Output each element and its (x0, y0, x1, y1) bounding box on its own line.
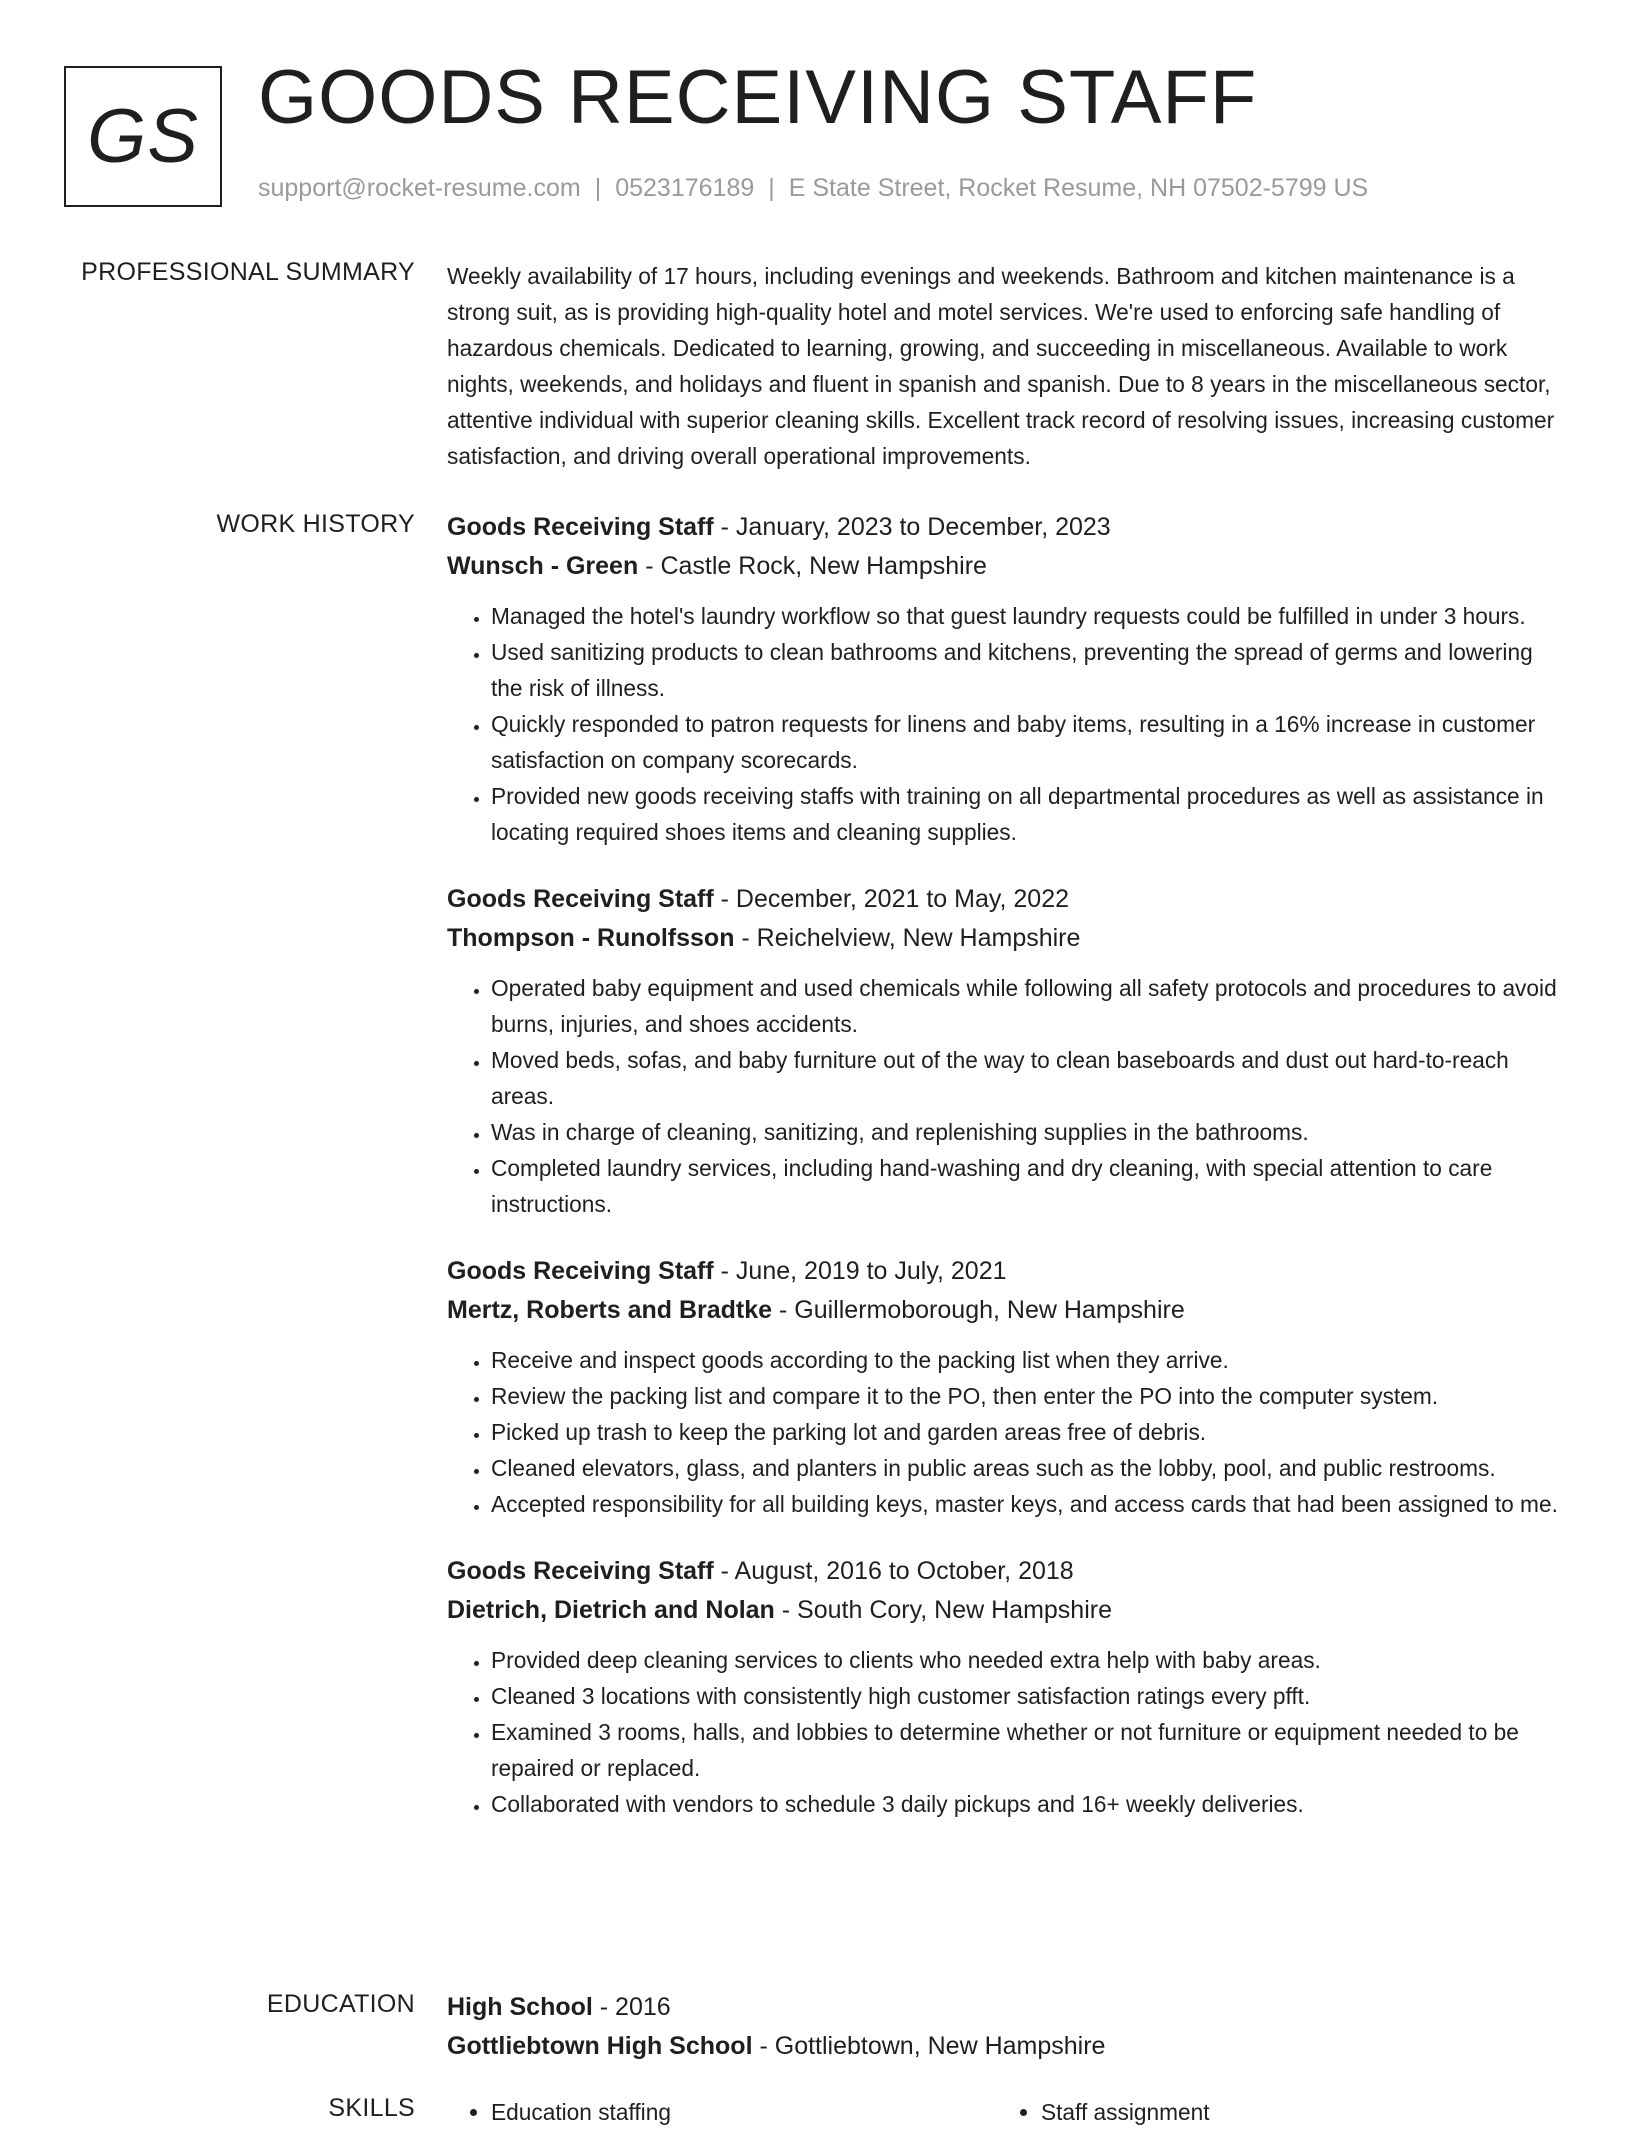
skills-columns (447, 2094, 1567, 2130)
job-title-line (447, 508, 1567, 547)
job-dates: - June, 2019 to July, 2021 (713, 1257, 1007, 1285)
job-bullets (447, 1342, 1567, 1522)
job-entry (447, 880, 1567, 1222)
job-company-line (447, 1291, 1567, 1330)
education-heading: EDUCATION (266, 1990, 415, 2018)
job-title: Goods Receiving Staff (447, 513, 714, 541)
contact-phone[interactable]: 0523176189 (615, 174, 755, 202)
job-title: Goods Receiving Staff (447, 1257, 714, 1285)
work-history-heading: WORK HISTORY (216, 510, 415, 538)
job-company: Wunsch - Green (447, 552, 639, 580)
contact-separator: | (768, 174, 775, 202)
job-entry (447, 508, 1567, 850)
monogram-box (64, 66, 222, 207)
skills-column-left (447, 2094, 997, 2130)
job-title: Goods Receiving Staff (447, 1557, 714, 1585)
job-bullet: • Cleaned 3 locations with consistently high customer satisfaction ratings every pfft. (491, 1678, 1567, 1714)
job-bullet: • Completed laundry services, including hand-washing and dry cleaning, with special attention to care instructions. (491, 1150, 1567, 1222)
contact-email[interactable]: support@rocket-resume.com (258, 174, 581, 202)
job-company-line (447, 547, 1567, 586)
contact-separator: | (594, 174, 602, 202)
education-school-line (447, 2027, 1567, 2066)
summary-body (447, 258, 1567, 474)
job-company-line (447, 1591, 1567, 1630)
resume-title: GOODS RECEIVING STAFF (258, 55, 1258, 140)
job-bullet: • Provided new goods receiving staffs with training on all departmental procedures as well as assistance in locating required shoes items and cleaning supplies. (491, 778, 1567, 850)
job-title-line (447, 1552, 1567, 1591)
education-degree-line (447, 1988, 1567, 2027)
job-bullet: • Operated baby equipment and used chemicals while following all safety protocols and procedures to avoid burns, injuries, and shoes accidents. (491, 970, 1567, 1042)
education-school: Gottliebtown High School (447, 2032, 753, 2060)
job-company: Dietrich, Dietrich and Nolan (447, 1596, 775, 1624)
work-history-body (447, 508, 1567, 1852)
job-bullet: • Examined 3 rooms, halls, and lobbies to determine whether or not furniture or equipment needed to be repaired or replaced. (491, 1714, 1567, 1786)
skill-item: • Education staffing (491, 2094, 997, 2130)
job-company: Thompson - Runolfsson (447, 924, 735, 952)
job-dates: - December, 2021 to May, 2022 (713, 885, 1070, 913)
job-bullet: • Moved beds, sofas, and baby furniture out of the way to clean baseboards and dust out hard-to-reach areas. (491, 1042, 1567, 1114)
education-year: - 2016 (592, 1993, 671, 2021)
job-entry (447, 1552, 1567, 1822)
job-bullet: • Used sanitizing products to clean bathrooms and kitchens, preventing the spread of germs and lowering the risk of illness. (491, 634, 1567, 706)
education-location: - Gottliebtown, New Hampshire (752, 2032, 1106, 2060)
job-bullets (447, 970, 1567, 1222)
contact-line (258, 174, 1368, 203)
job-bullets (447, 598, 1567, 850)
job-bullet: • Managed the hotel's laundry workflow so that guest laundry requests could be fulfilled in under 3 hours. (491, 598, 1567, 634)
job-title-line (447, 880, 1567, 919)
skills-column-right (997, 2094, 1547, 2130)
job-bullet: • Collaborated with vendors to schedule 3 daily pickups and 16+ weekly deliveries. (491, 1786, 1567, 1822)
summary-text: Weekly availability of 17 hours, including evenings and weekends. Bathroom and kitchen maintenance is a strong suit, as is providing high-quality hotel and motel services. We're used to enforcing safe handling of hazardous chemicals. Dedicated to learning, growing, and succeeding in miscellaneous. Available to work nights, weekends, and holidays and fluent in spanish and spanish. Due to 8 years in the miscellaneous sector, attentive individual with superior cleaning skills. Excellent track record of resolving issues, increasing customer satisfaction, and driving overall operational improvements. (447, 263, 1555, 469)
education-body (447, 1988, 1567, 2066)
skills-list (997, 2094, 1547, 2130)
job-location: - Guillermoborough, New Hampshire (772, 1296, 1185, 1324)
job-bullet: • Quickly responded to patron requests for linens and baby items, resulting in a 16% increase in customer satisfaction on company scorecards. (491, 706, 1567, 778)
job-bullet: • Cleaned elevators, glass, and planters in public areas such as the lobby, pool, and public restrooms. (491, 1450, 1567, 1486)
job-bullet: • Picked up trash to keep the parking lot and garden areas free of debris. (491, 1414, 1567, 1450)
summary-heading: PROFESSIONAL SUMMARY (81, 258, 415, 286)
skills-heading: SKILLS (328, 2094, 415, 2122)
job-company: Mertz, Roberts and Bradtke (447, 1296, 773, 1324)
job-bullet: • Receive and inspect goods according to the packing list when they arrive. (491, 1342, 1567, 1378)
job-bullets (447, 1642, 1567, 1822)
job-location: - Castle Rock, New Hampshire (638, 552, 987, 580)
job-location: - Reichelview, New Hampshire (734, 924, 1081, 952)
job-bullet: • Accepted responsibility for all building keys, master keys, and access cards that had been assigned to me. (491, 1486, 1567, 1522)
job-bullet: • Provided deep cleaning services to clients who needed extra help with baby areas. (491, 1642, 1567, 1678)
job-location: - South Cory, New Hampshire (774, 1596, 1112, 1624)
job-entry (447, 1252, 1567, 1522)
job-bullet: • Was in charge of cleaning, sanitizing, and replenishing supplies in the bathrooms. (491, 1114, 1567, 1150)
monogram-initials: GS (87, 94, 199, 179)
job-bullet: • Review the packing list and compare it to the PO, then enter the PO into the computer system. (491, 1378, 1567, 1414)
education-degree: High School (447, 1993, 593, 2021)
skill-item: • Staff assignment (1041, 2094, 1547, 2130)
job-dates: - August, 2016 to October, 2018 (713, 1557, 1074, 1585)
contact-address: E State Street, Rocket Resume, NH 07502-5799 US (788, 174, 1369, 202)
job-dates: - January, 2023 to December, 2023 (713, 513, 1111, 541)
job-company-line (447, 919, 1567, 958)
job-title: Goods Receiving Staff (447, 885, 714, 913)
skills-body (447, 2094, 1567, 2130)
skills-list (447, 2094, 997, 2130)
job-title-line (447, 1252, 1567, 1291)
